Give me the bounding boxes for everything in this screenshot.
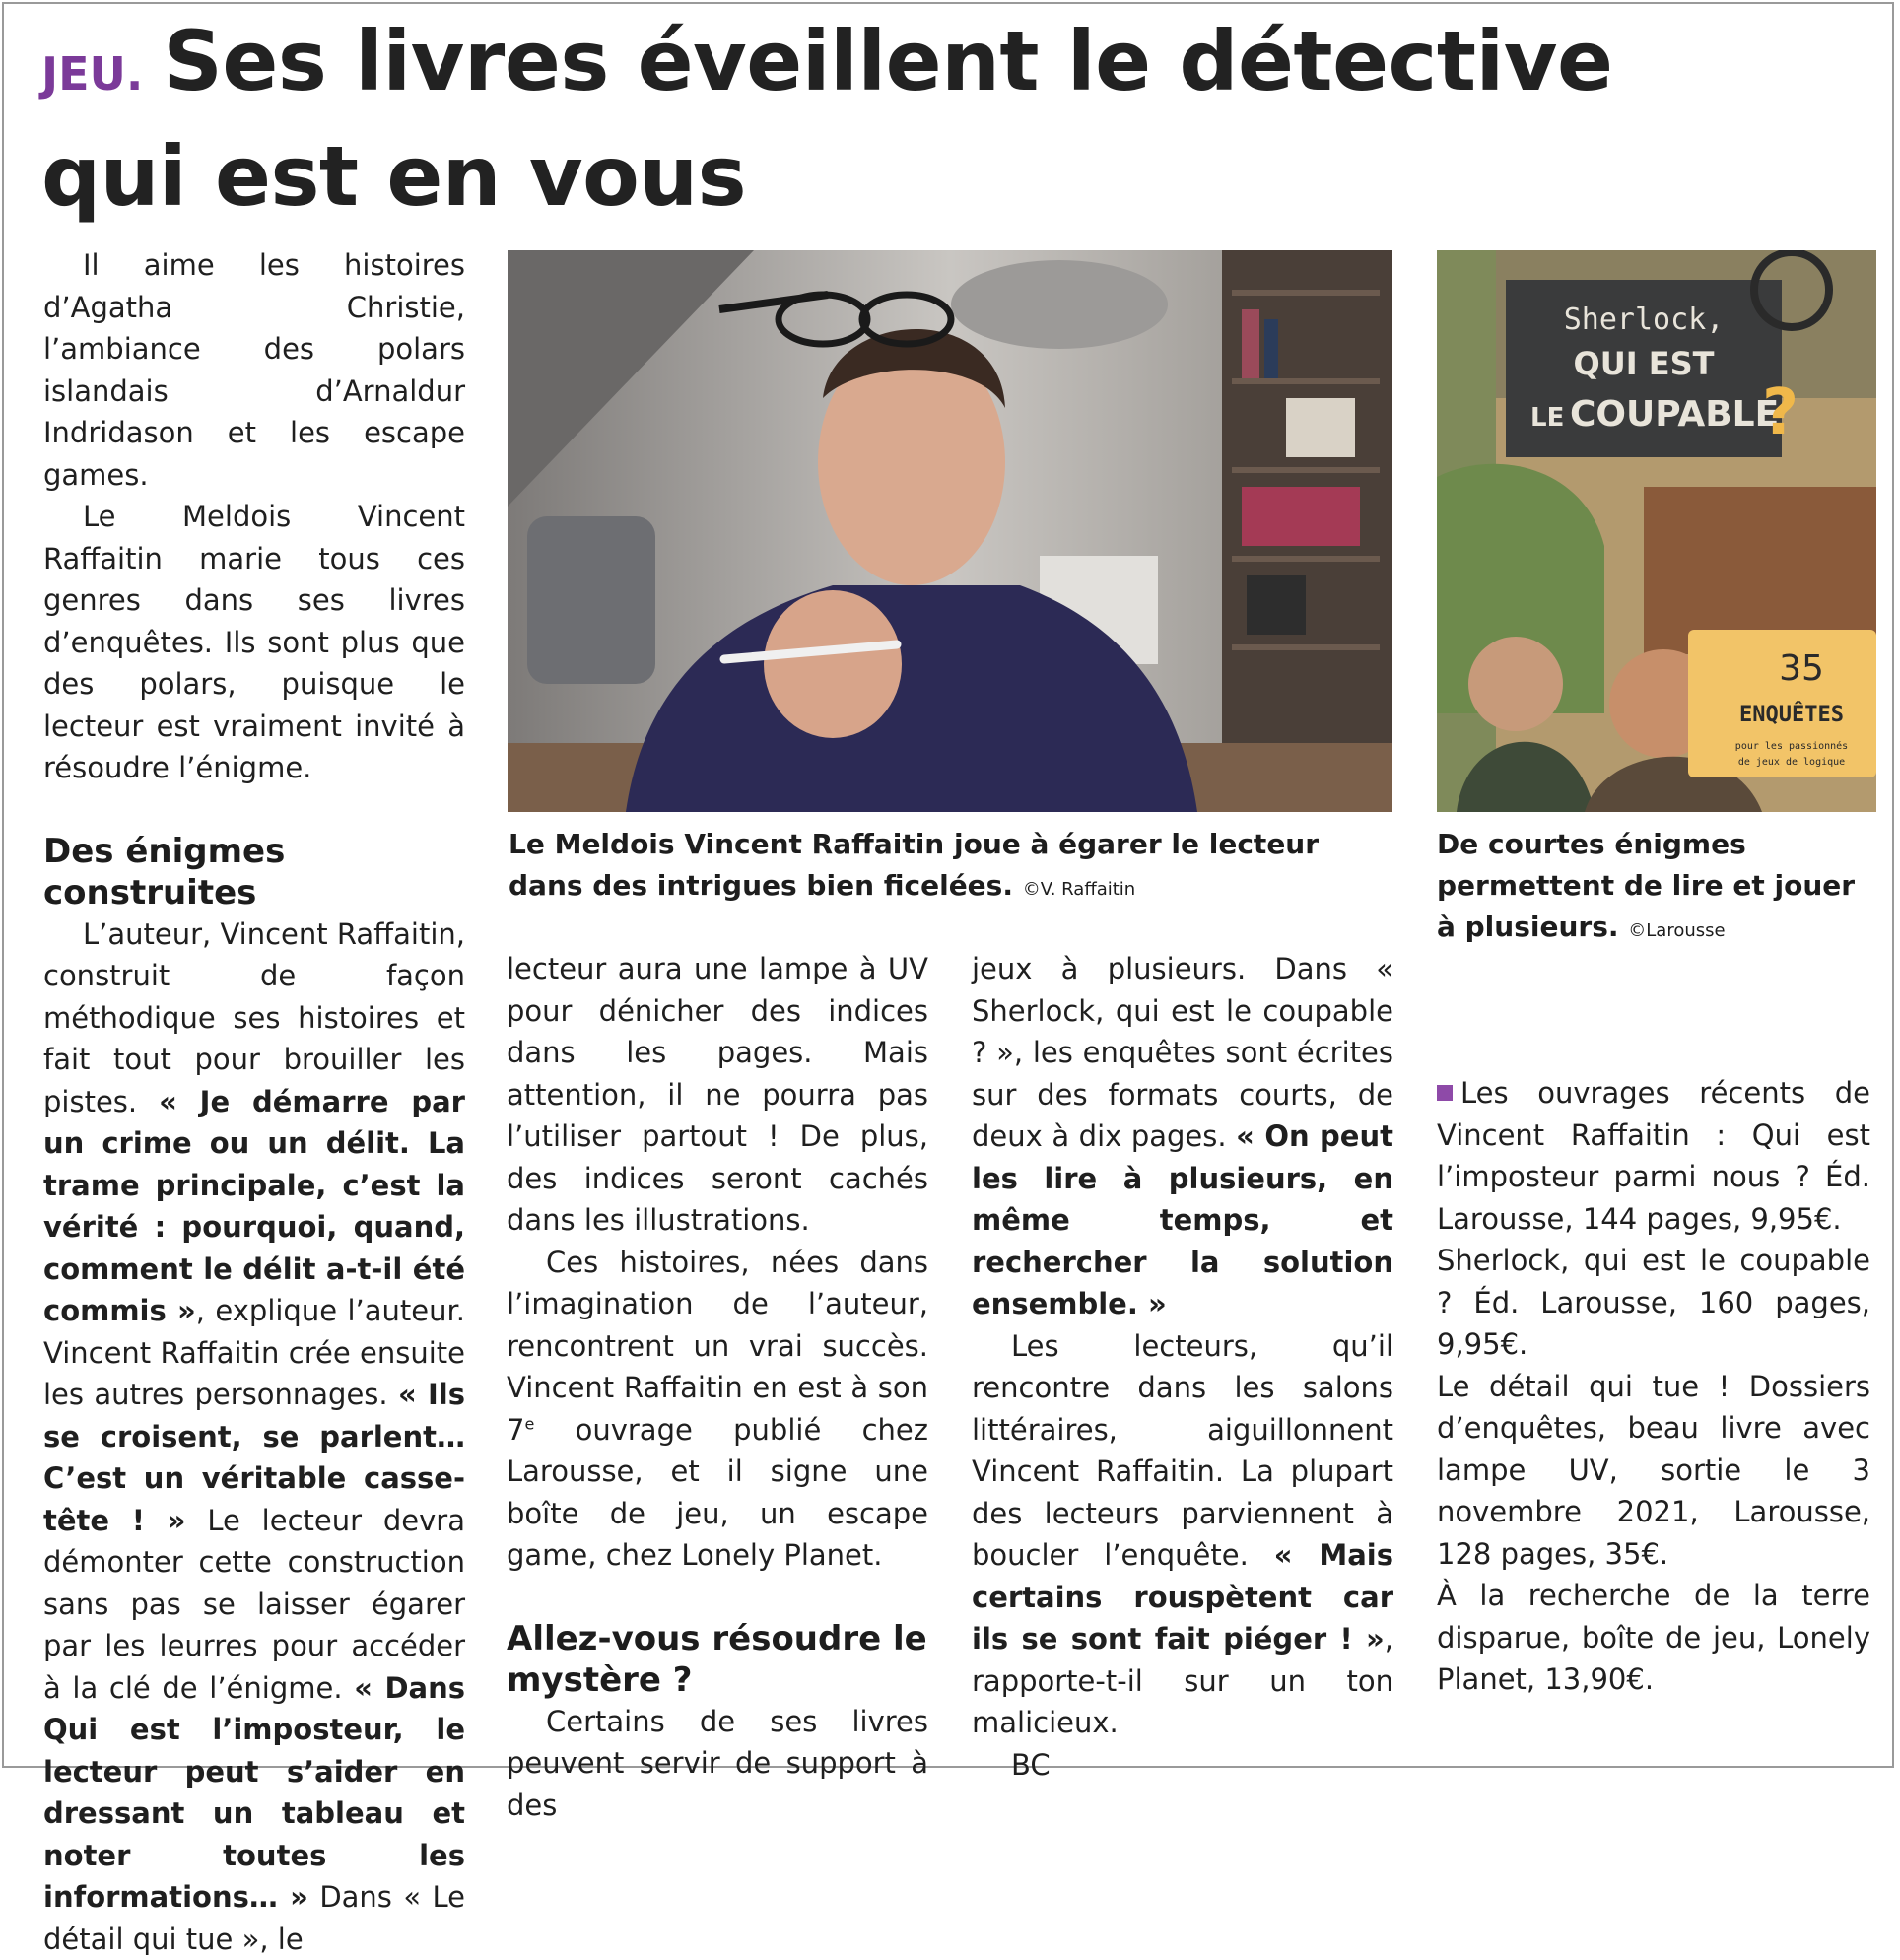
paragraph: jeux à plusieurs. Dans « Sherlock, qui est le coupable ? », les enquêtes sont écrites sur des formats courts, de deux à dix pages. « On peut les lire à plusieurs, en même temps, et rechercher la solution ensemble. »	[972, 948, 1393, 1325]
cover-title-line3a: LE	[1530, 403, 1564, 433]
quote: « On peut les lire à plusieurs, en même temps, et rechercher la solution ensemble. »	[972, 1119, 1393, 1320]
badge-label: ENQUÊTES	[1739, 702, 1844, 727]
cover-title-line3b: COUPABLE	[1570, 394, 1779, 435]
article-column-3	[972, 948, 1393, 1786]
book-entry: Sherlock, qui est le coupable ? Éd. Larousse, 160 pages, 9,95€.	[1437, 1240, 1870, 1366]
quote: « Mais certains rouspètent car ils se sont fait piéger ! »	[972, 1538, 1393, 1656]
quote: « Je démarre par un crime ou un délit. La trame principale, c’est la vérité : pourquoi, quand, comment le délit a-t-il été commis »	[43, 1085, 465, 1328]
quote: « Ils se croisent, se parlent… C’est un véritable casse-tête ! »	[43, 1378, 465, 1537]
headline-line1: Ses livres éveillent le détective	[163, 13, 1612, 109]
headline	[41, 10, 1874, 228]
book-entry: Le détail qui tue ! Dossiers d’enquêtes, beau livre avec lampe UV, sortie le 3 novembre 2021, Larousse, 128 pages, 35€.	[1437, 1366, 1870, 1576]
cover-title-line1: Sherlock,	[1564, 303, 1725, 337]
book-cover-illustration	[1437, 250, 1876, 812]
paragraph: Il aime les histoires d’Agatha Christie, l’ambiance des polars islandais d’Arnaldur Indridason et les escape games.	[43, 244, 465, 496]
article-column-2	[507, 948, 928, 1826]
author-signature: BC	[972, 1744, 1393, 1787]
kicker: JEU.	[41, 47, 143, 101]
book-cover-photo	[1437, 250, 1876, 812]
badge-subtext-2: de jeux de logique	[1738, 757, 1845, 768]
paragraph: Certains de ses livres peuvent servir de support à des	[507, 1701, 928, 1827]
author-portrait-illustration	[508, 250, 1392, 812]
bullet-square-icon	[1437, 1085, 1453, 1101]
author-photo-caption: Le Meldois Vincent Raffaitin joue à égarer le lecteur dans des intrigues bien ficelées. ©V. Raffaitin	[509, 824, 1395, 911]
subheading: Allez-vous résoudre le mystère ?	[507, 1618, 928, 1701]
badge-subtext-1: pour les passionnés	[1735, 740, 1848, 752]
cover-title-line2: QUI EST	[1574, 345, 1715, 382]
book-entry: À la recherche de la terre disparue, boîte de jeu, Lonely Planet, 13,90€.	[1437, 1575, 1870, 1701]
paragraph: lecteur aura une lampe à UV pour dénicher des indices dans les pages. Mais attention, il ne pourra pas l’utiliser partout ! De plus, des indices seront cachés dans les illustrations.	[507, 948, 928, 1242]
book-entry: Les ouvrages récents de Vincent Raffaitin : Qui est l’imposteur parmi nous ? Éd. Larousse, 144 pages, 9,95€.	[1437, 1072, 1870, 1240]
paragraph: Les lecteurs, qu’il rencontre dans les salons littéraires, aiguillonnent Vincent Raffaitin. La plupart des lecteurs parviennent à boucler l’enquête. « Mais certains rouspètent car ils se sont fait piéger ! », rapporte-t-il sur un ton malicieux.	[972, 1325, 1393, 1744]
question-mark-icon: ?	[1762, 376, 1798, 449]
paragraph: Ces histoires, nées dans l’imagination de l’auteur, rencontrent un vrai succès. Vincent Raffaitin en est à son 7e ouvrage publié chez Larousse, et il signe une boîte de jeu, un escape game, chez Lonely Planet.	[507, 1242, 928, 1577]
quote: « Dans Qui est l’imposteur, le lecteur peut s’aider en dressant un tableau et noter toutes les informations… »	[43, 1671, 465, 1915]
photo-credit: ©V. Raffaitin	[1023, 879, 1135, 900]
book-cover-caption: De courtes énigmes permettent de lire et jouer à plusieurs. ©Larousse	[1437, 824, 1870, 952]
photo-credit: ©Larousse	[1628, 920, 1725, 941]
author-photo	[508, 250, 1392, 812]
headline-line2: qui est en vous	[41, 128, 746, 225]
paragraph: L’auteur, Vincent Raffaitin, construit de façon méthodique ses histoires et fait tout pour brouiller les pistes. « Je démarre par un crime ou un délit. La trame principale, c’est la vérité : pourquoi, quand, comment le délit a-t-il été commis », explique l’auteur. Vincent Raffaitin crée ensuite les autres personnages. « Ils se croisent, se parlent… C’est un véritable casse-tête ! » Le lecteur devra démonter cette construction sans pas se laisser égarer par les leurres pour accéder à la clé de l’énigme. « Dans Qui est l’imposteur, le lecteur peut s’aider en dressant un tableau et noter toutes les informations… » Dans « Le détail qui tue », le	[43, 913, 465, 1960]
paragraph: Le Meldois Vincent Raffaitin marie tous ces genres dans ses livres d’enquêtes. Ils sont plus que des polars, puisque le lecteur est vraiment invité à résoudre l’énigme.	[43, 496, 465, 789]
books-sidebar	[1437, 1072, 1870, 1701]
article-column-1	[43, 244, 465, 1960]
badge-number: 35	[1779, 648, 1824, 689]
subheading: Des énigmes construites	[43, 831, 465, 913]
